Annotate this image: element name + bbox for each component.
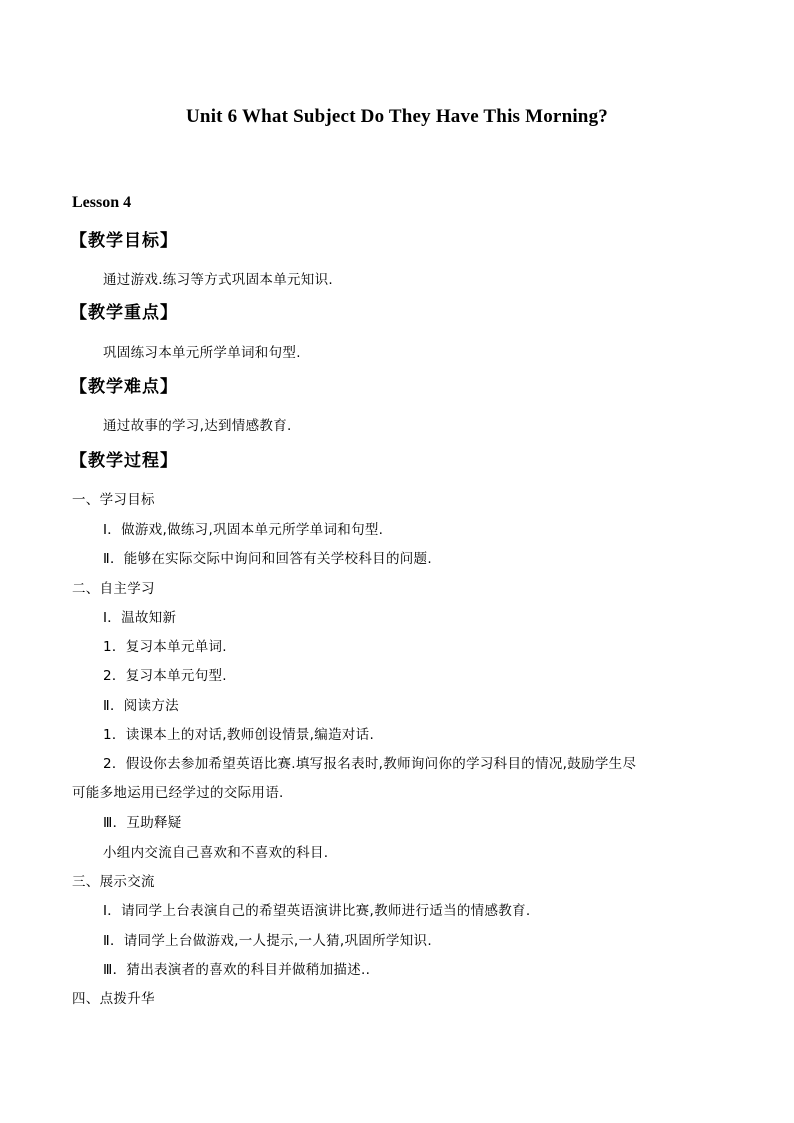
process-section-1-title: 一、学习目标 xyxy=(72,492,155,508)
process-3-item-ii: Ⅱ．请同学上台做游戏,一人提示,一人猜,巩固所学知识. xyxy=(103,933,432,949)
key-heading: 【教学重点】 xyxy=(70,303,178,323)
process-2-item-iii: Ⅲ．互助释疑 xyxy=(103,815,182,831)
process-2-item-ii-1: 1．读课本上的对话,教师创设情景,编造对话. xyxy=(103,727,375,743)
difficulty-heading: 【教学难点】 xyxy=(70,377,178,397)
process-section-3-title: 三、展示交流 xyxy=(72,874,155,890)
process-2-item-i-1: 1．复习本单元单词. xyxy=(103,639,227,655)
document-title: Unit 6 What Subject Do They Have This Morning? xyxy=(186,106,608,127)
process-heading: 【教学过程】 xyxy=(70,451,178,471)
key-text: 巩固练习本单元所学单词和句型. xyxy=(103,345,301,361)
process-2-item-ii-2: 2．假设你去参加希望英语比赛.填写报名表时,教师询问你的学习科目的情况,鼓励学生尽 xyxy=(103,756,637,772)
process-3-item-i: Ⅰ．请同学上台表演自己的希望英语演讲比赛,教师进行适当的情感教育. xyxy=(103,903,531,919)
process-2-item-i-2: 2．复习本单元句型. xyxy=(103,668,227,684)
process-section-2-title: 二、自主学习 xyxy=(72,581,155,597)
process-1-item-ii: Ⅱ．能够在实际交际中询问和回答有关学校科目的问题. xyxy=(103,551,432,567)
goal-text: 通过游戏.练习等方式巩固本单元知识. xyxy=(103,272,333,288)
lesson-label: Lesson 4 xyxy=(72,194,132,211)
difficulty-text: 通过故事的学习,达到情感教育. xyxy=(103,418,292,434)
process-2-item-ii-2-continued: 可能多地运用已经学过的交际用语. xyxy=(72,785,284,801)
process-2-item-i: Ⅰ．温故知新 xyxy=(103,610,177,626)
process-3-item-iii: Ⅲ．猜出表演者的喜欢的科目并做稍加描述.. xyxy=(103,962,371,978)
process-section-4-title: 四、点拨升华 xyxy=(72,991,155,1007)
process-1-item-i: Ⅰ．做游戏,做练习,巩固本单元所学单词和句型. xyxy=(103,522,384,538)
process-2-item-ii: Ⅱ．阅读方法 xyxy=(103,698,179,714)
process-2-item-iii-text: 小组内交流自己喜欢和不喜欢的科目. xyxy=(103,845,329,861)
goal-heading: 【教学目标】 xyxy=(70,231,178,251)
